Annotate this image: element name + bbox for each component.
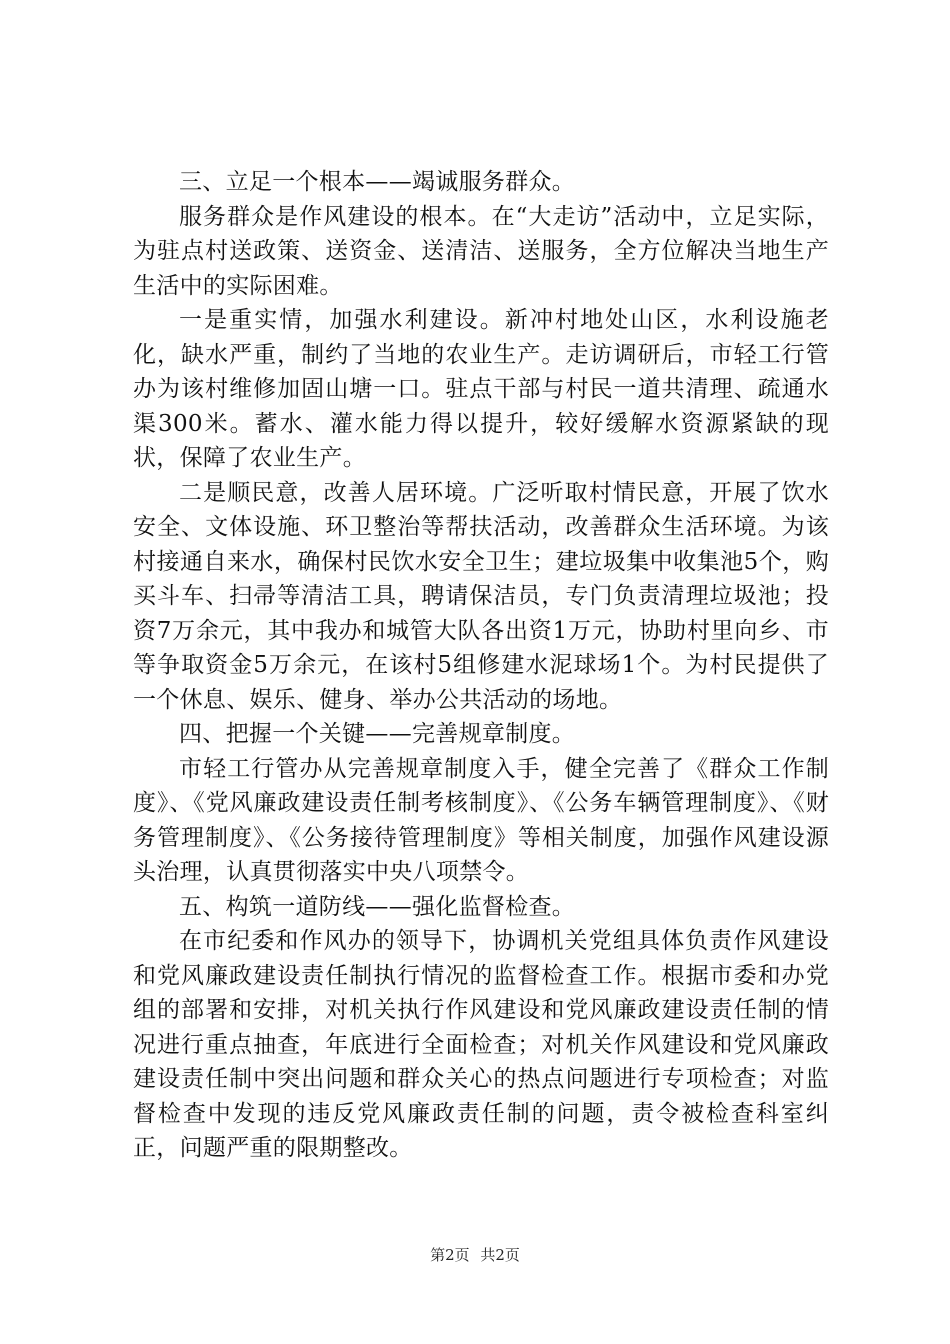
body-paragraph: 二是顺民意，改善人居环境。广泛听取村情民意，开展了饮水安全、文体设施、环卫整治等帮扶活动，改善群众生活环境。为该村接通自来水，确保村民饮水安全卫生；建垃圾集中收集池5个，购买斗车、扫帚等清洁工具，聘请保洁员，专门负责清理垃圾池；投资7万余元，其中我办和城管大队各出资1万元，协助村里向乡、市等争取资金5万余元，在该村5组修建水泥球场1个。为村民提供了一个休息、娱乐、健身、举办公共活动的场地。 — [133, 479, 829, 713]
body-paragraph: 一是重实情，加强水利建设。新冲村地处山区，水利设施老化，缺水严重，制约了当地的农业生产。走访调研后，市轻工行管办为该村维修加固山塘一口。驻点干部与村民一道共清理、疏通水渠300米。蓄水、灌水能力得以提升，较好缓解水资源紧缺的现状，保障了农业生产。 — [133, 307, 829, 471]
body-paragraph: 市轻工行管办从完善规章制度入手，健全完善了《群众工作制度》、《党风廉政建设责任制考核制度》、《公务车辆管理制度》、《财务管理制度》、《公务接待管理制度》等相关制度，加强作风建设源头治理，认真贯彻落实中央八项禁令。 — [133, 755, 829, 885]
section-heading: 四、把握一个关键——完善规章制度。 — [179, 721, 576, 747]
page-number: 第2页 — [430, 1246, 470, 1264]
page-total: 共2页 — [480, 1246, 520, 1264]
section-heading: 五、构筑一道防线——强化监督检查。 — [179, 893, 576, 920]
section-heading: 三、立足一个根本——竭诚服务群众。 — [179, 169, 576, 195]
page-footer — [0, 1245, 950, 1265]
body-paragraph: 服务群众是作风建设的根本。在“大走访”活动中，立足实际，为驻点村送政策、送资金、送清洁、送服务，全方位解决当地生产生活中的实际困难。 — [133, 203, 829, 299]
body-paragraph: 在市纪委和作风办的领导下，协调机关党组具体负责作风建设和党风廉政建设责任制执行情况的监督检查工作。根据市委和办党组的部署和安排，对机关执行作风建设和党风廉政建设责任制的情况进行重点抽查，年底进行全面检查；对机关作风建设和党风廉政建设责任制中突出问题和群众关心的热点问题进行专项检查；对监督检查中发现的违反党风廉政责任制的问题，责令被检查科室纠正，问题严重的限期整改。 — [133, 928, 829, 1161]
document-body — [133, 165, 829, 1166]
